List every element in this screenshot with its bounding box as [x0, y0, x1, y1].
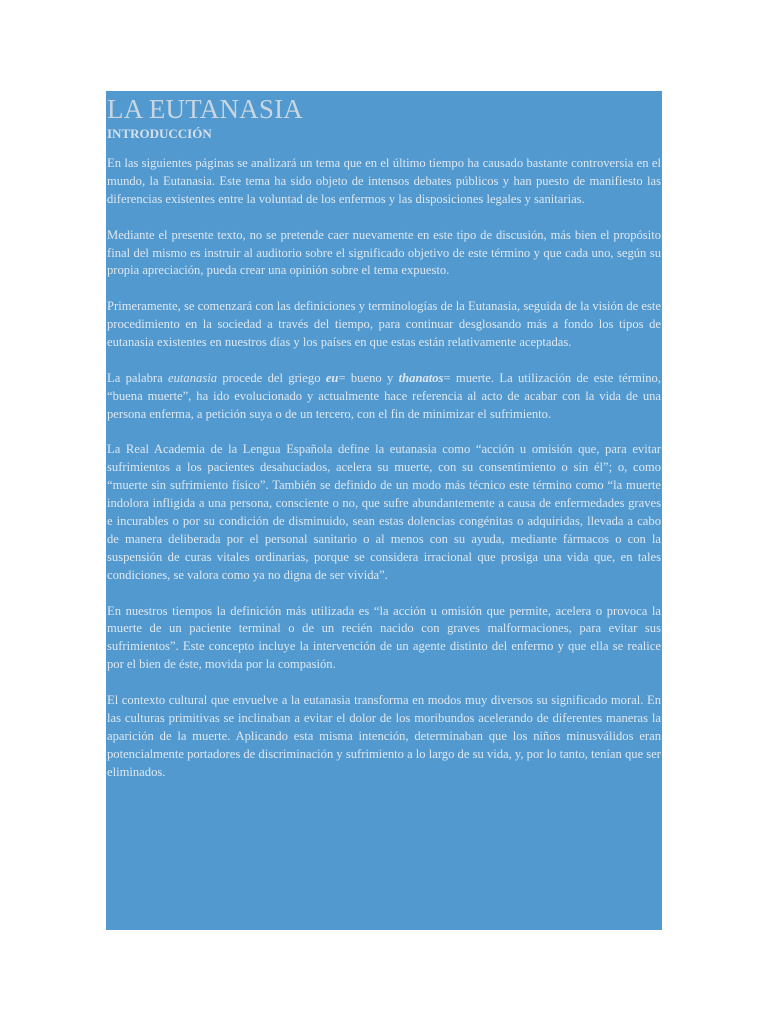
paragraph-5: La Real Academia de la Lengua Española define la eutanasia como “acción u omisión que, para evitar sufrimientos a los pacientes desahuciados, acelera su muerte, con su consentimiento o sin él”; o, como “muerte sin sufrimiento físico”. También se definido de un modo más técnico este término como “la muerte indolora infligida a una persona, consciente o no, que sufre abundantemente a causa de enfermedades graves e incurables o por su condición de disminuido, sean estas dolencias congénitas o adquiridas, llevada a cabo de manera deliberada por el personal sanitario o al menos con su ayuda, mediante fármacos o con la suspensión de curas vitales ordinarias, porque se considera irracional que prosiga una vida que, en tales condiciones, se valora como ya no digna de ser vivida”.: [107, 442, 661, 582]
paragraph-4: [107, 370, 662, 424]
paragraph-4-text: = bueno y: [338, 370, 399, 385]
paragraph-6: En nuestros tiempos la definición más utilizada es “la acción u omisión que permite, acelera o provoca la muerte de un paciente terminal o de un recién nacido con graves malformaciones, para evitar sus sufrimientos”. Este concepto incluye la intervención de un agente distinto del enfermo y que ella se realice por el bien de éste, movida por la compasión.: [107, 603, 661, 672]
term-eu: eu: [325, 370, 339, 385]
paragraph-2: Mediante el presente texto, no se pretende caer nuevamente en este tipo de discusión, más bien el propósito final del mismo es instruir al auditorio sobre el significado objetivo de este término y que cada uno, según su propia apreciación, pueda crear una opinión sobre el tema expuesto.: [107, 227, 661, 278]
document-page: [106, 91, 662, 930]
term-thanatos: thanatos: [398, 370, 444, 385]
paragraph-7: El contexto cultural que envuelve a la eutanasia transforma en modos muy diversos su significado moral. En las culturas primitivas se inclinaban a evitar el dolor de los moribundos acelerando de diferentes maneras la aparición de la muerte. Aplicando esta misma intención, determinaban que los niños minusválidos eran potencialmente portadores de discriminación y sufrimiento a lo largo de su vida, y, por lo tanto, tenían que ser eliminados.: [107, 693, 661, 779]
paragraph-4-text: procede del griego: [217, 370, 326, 385]
document-title: LA EUTANASIA: [107, 94, 303, 124]
paragraph-4-text: La palabra: [107, 370, 169, 385]
paragraph-3: Primeramente, se comenzará con las definiciones y terminologías de la Eutanasia, seguida de la visión de este procedimiento en la sociedad a través del tiempo, para continuar desglosando más a fondo los tipos de eutanasia existentes en nuestros días y los países en que estas están relativamente aceptadas.: [107, 299, 661, 350]
paragraph-1: En las siguientes páginas se analizará un tema que en el último tiempo ha causado bastante controversia en el mundo, la Eutanasia. Este tema ha sido objeto de intensos debates públicos y han puesto de manifiesto las diferencias existentes entre la voluntad de los enfermos y las disposiciones legales y sanitarias.: [107, 156, 661, 206]
term-eutanasia: eutanasia: [168, 370, 218, 385]
section-heading: INTRODUCCIÓN: [107, 126, 212, 141]
paragraph-4-text: = muerte. La utilización de este término, “buena muerte”, ha ido evolucionado y actualmente hace referencia al acto de acabar con la vida de una persona enferma, a petición suya o de un tercero, con el fin de minimizar el sufrimiento.: [107, 370, 661, 421]
